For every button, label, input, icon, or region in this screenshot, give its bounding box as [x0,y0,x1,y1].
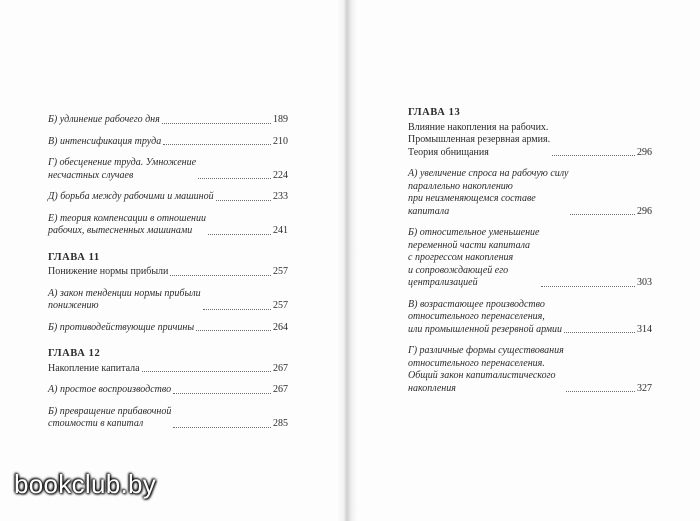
chapter-title: Понижение нормы прибыли 257 [48,266,288,277]
chapter-heading: ГЛАВА 13 [408,107,461,118]
toc-entry [48,288,288,313]
dot-leader [142,371,271,372]
toc-entry [48,114,288,127]
entry-text: В) возрастающее производство относительного перенаселения, или промышленной резервной армии [408,298,562,335]
toc-entry [408,227,652,290]
toc-entry [408,299,652,337]
page-number: 285 [273,418,288,429]
dot-leader [203,309,271,310]
page-number: 267 [273,362,288,374]
entry-text: А) закон тенденции нормы прибыли понижению [48,287,201,311]
dot-leader [162,123,271,124]
dot-leader [163,144,271,145]
dot-leader [216,200,271,201]
entry-text: А) увеличение спроса на рабочую силу параллельно накоплению при неизменяющемся составе капитала [408,168,569,217]
page-number: 327 [637,382,652,394]
dot-leader [566,391,635,392]
dot-leader [198,178,271,179]
entry-text: Б) относительное уменьшение переменной части капитала с прогрессом накопления и сопровождающей его централизацией [408,227,540,288]
page-number: 257 [273,300,288,311]
page-number: 264 [273,321,288,333]
entry-text: А) простое воспроизводство [48,384,172,395]
page-number: 314 [637,323,652,335]
dot-leader [552,155,635,156]
toc-entry [408,345,652,395]
page-number: 257 [273,266,288,277]
toc-entry [48,384,288,397]
toc-entry [48,157,288,182]
page-number: 267 [273,384,288,395]
toc-entry [48,191,288,204]
page-number: 303 [637,277,652,288]
chapter-heading: ГЛАВА 12 [48,348,101,359]
page-number: 233 [273,191,288,202]
right-toc [408,107,652,404]
page-number: 296 [637,146,652,158]
dot-leader [541,286,635,287]
dot-leader [170,275,271,276]
toc-entry [48,213,288,238]
dot-leader [173,427,271,428]
dot-leader [570,214,635,215]
dot-leader [196,330,271,331]
dot-leader [564,332,635,333]
chapter-title: Влияние накопления на рабочих. Промышленная резервная армия. Теория обнищания 296 [408,121,652,158]
dot-leader [173,393,271,394]
chapter-title: Накопление капитала 267 [48,362,288,374]
entry-text: Е) теория компенсации в отношении рабочих, вытесненных машинами [48,212,206,236]
entry-text: Б) удлинение рабочего дня [48,114,160,125]
dot-leader [208,234,271,235]
entry-text: Б) противодействующие причины [48,321,195,333]
toc-entry [48,136,288,149]
entry-text: Г) обесценение труда. Умножение несчастных случаев [48,157,197,181]
book-gutter [336,0,358,521]
chapter-heading: ГЛАВА 11 [48,251,100,263]
toc-entry [408,168,652,218]
entry-text: Д) борьба между рабочими и машиной [48,191,214,202]
toc-entry [48,406,288,431]
toc-entry [48,322,288,335]
page-number: 296 [637,205,652,217]
entry-text: В) интенсификация труда [48,135,162,147]
left-toc [48,114,288,440]
entry-text: Б) превращение прибавочной стоимости в капитал [48,405,172,429]
watermark-text: bookclub.by [14,469,157,499]
page-number: 189 [273,114,288,125]
page-number: 210 [273,135,288,147]
page-number: 241 [273,225,288,236]
entry-text: Г) различные формы существования относительного перенаселения. Общий закон капиталистического накопления [408,345,564,394]
page-number: 224 [273,169,288,181]
right-page [358,0,700,521]
left-page [0,0,336,521]
